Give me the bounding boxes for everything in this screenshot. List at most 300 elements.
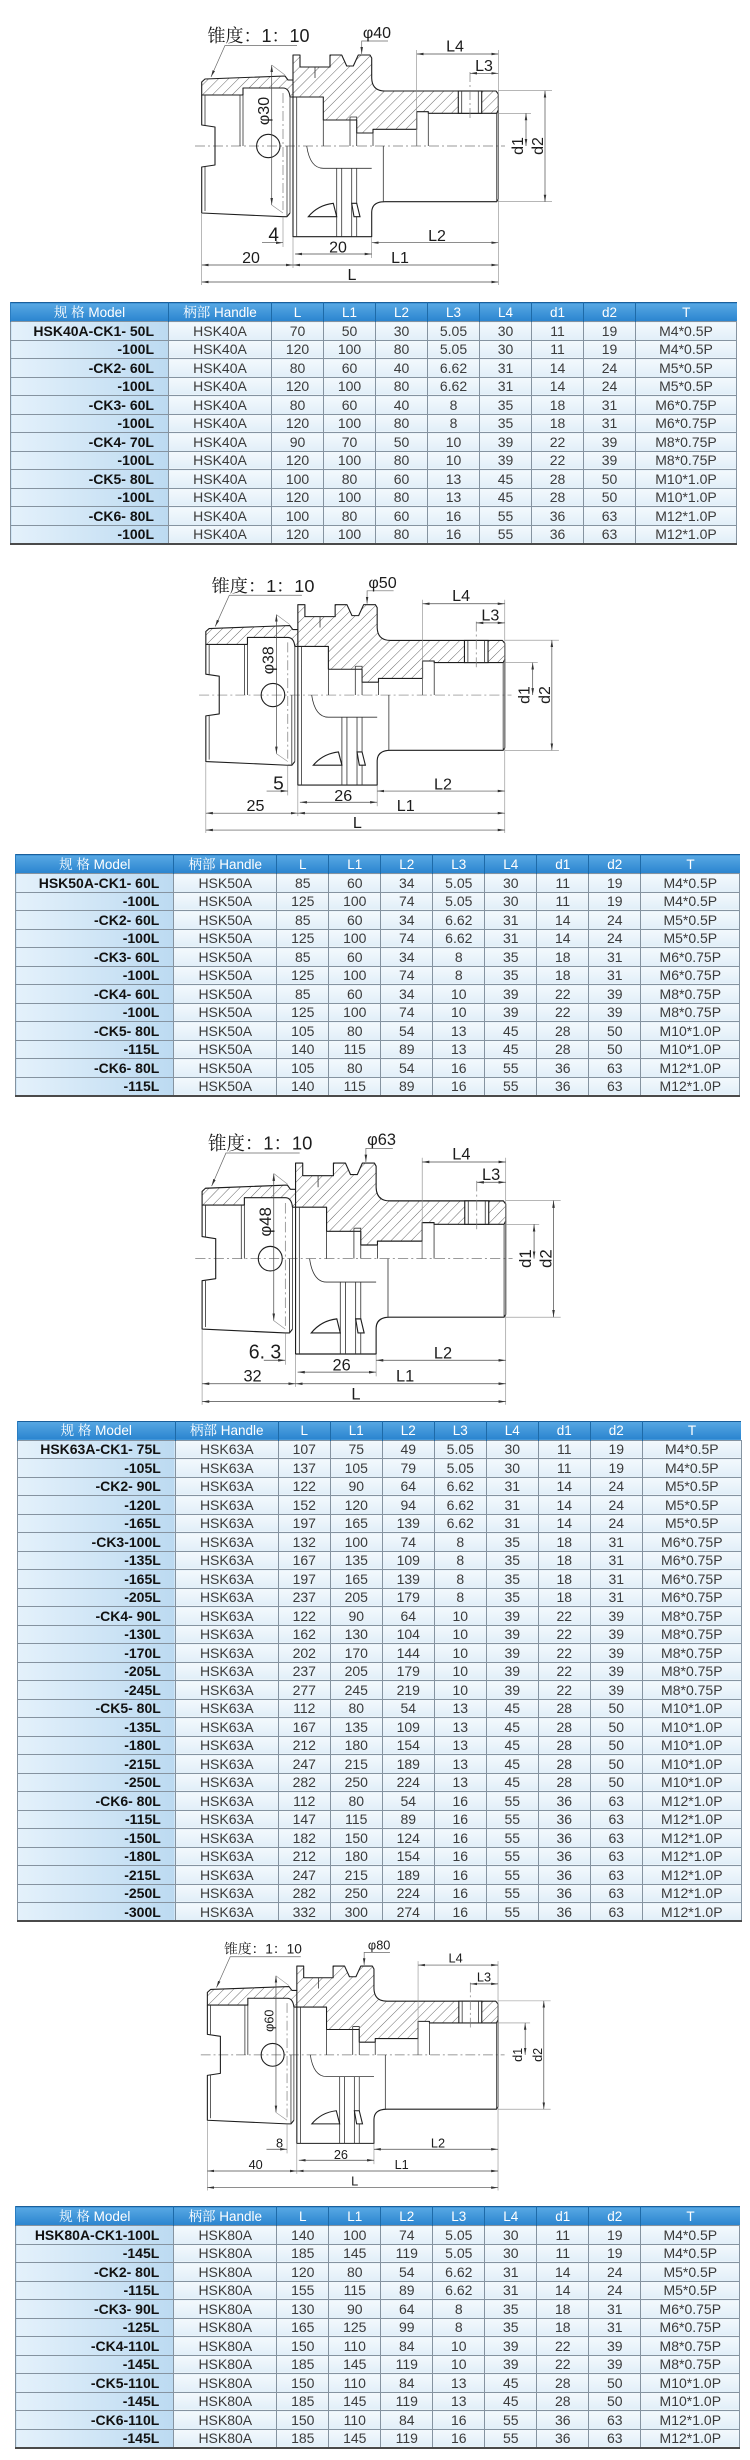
spec-cell: 215	[330, 1866, 382, 1885]
spec-cell: 124	[382, 1829, 434, 1848]
flange-width-label: 26	[334, 2147, 349, 2163]
handle-cell: HSK40A	[169, 525, 272, 544]
taper-length-label: 32	[243, 1366, 262, 1386]
spec-cell: 22	[532, 433, 584, 452]
model-cell: -CK3- 60L	[11, 396, 169, 415]
spec-cell: 282	[278, 1773, 330, 1792]
table-row	[11, 507, 737, 526]
spec-cell: 28	[538, 1755, 590, 1774]
column-header: L2	[382, 1421, 434, 1440]
spec-cell: 80	[272, 359, 324, 378]
l4-label: L4	[446, 38, 464, 56]
tool-holder-section-drawing	[195, 25, 552, 285]
spec-cell: 100	[324, 525, 376, 544]
model-cell: -CK6- 80L	[17, 1792, 175, 1811]
spec-cell: 11	[532, 340, 584, 359]
flange-diameter-label: φ63	[366, 1129, 396, 1150]
column-header: L1	[330, 1421, 382, 1440]
column-header: L	[277, 2207, 329, 2226]
spec-cell: 14	[538, 1496, 590, 1515]
spec-cell: M6*0.75P	[636, 414, 737, 433]
spec-cell: M6*0.75P	[641, 2318, 740, 2337]
spec-cell: M10*1.0P	[641, 1040, 740, 1059]
column-header: d1	[538, 1421, 590, 1440]
spec-cell: M6*0.75P	[642, 1588, 741, 1607]
taper-length-label: 25	[246, 798, 264, 816]
spec-cell: 8	[433, 2300, 485, 2319]
spec-cell: 80	[376, 488, 428, 507]
spec-cell: 11	[537, 2244, 589, 2263]
spec-cell: M4*0.5P	[641, 874, 740, 893]
spec-cell: 60	[329, 985, 381, 1004]
taper-leader	[215, 595, 302, 626]
spec-cell: 75	[330, 1440, 382, 1459]
spec-cell: 125	[329, 2318, 381, 2337]
l1-label: L1	[396, 798, 415, 816]
spec-cell: 16	[434, 1792, 486, 1811]
spec-cell: 155	[277, 2281, 329, 2300]
table-header	[17, 1421, 741, 1440]
spec-cell: 165	[330, 1570, 382, 1589]
handle-cell: HSK50A	[174, 1059, 277, 1078]
spec-cell: 89	[381, 1040, 433, 1059]
spec-cell: 120	[272, 377, 324, 396]
spec-cell: 28	[532, 470, 584, 489]
drive-slot-lines	[311, 695, 377, 785]
handle-cell: HSK80A	[174, 2263, 277, 2282]
spec-cell: 100	[324, 340, 376, 359]
handle-cell: HSK63A	[175, 1755, 278, 1774]
spec-cell: 8	[433, 948, 485, 967]
model-cell: -205L	[17, 1588, 175, 1607]
spec-cell: 14	[532, 377, 584, 396]
column-header: 规 格 Model	[16, 855, 174, 874]
column-header: d2	[589, 855, 641, 874]
spec-cell: 70	[324, 433, 376, 452]
spec-cell: 80	[376, 451, 428, 470]
flange-width-label: 20	[329, 239, 347, 257]
table-row	[17, 1736, 741, 1755]
l2-label: L2	[428, 228, 446, 245]
spec-cell: 50	[376, 433, 428, 452]
spec-cell: 205	[330, 1662, 382, 1681]
spec-cell: 16	[428, 507, 480, 526]
spec-cell: 139	[382, 1570, 434, 1589]
l4-label: L4	[451, 588, 470, 606]
table-row	[17, 1755, 741, 1774]
table-row	[16, 2392, 740, 2411]
flange-dia-leader	[362, 41, 388, 54]
handle-cell: HSK40A	[169, 488, 272, 507]
spec-cell: 5.05	[433, 874, 485, 893]
spec-cell: 182	[278, 1829, 330, 1848]
spec-cell: 119	[381, 2355, 433, 2374]
spec-cell: 39	[486, 1644, 538, 1663]
table-row	[16, 2337, 740, 2356]
model-cell: -CK4-110L	[16, 2337, 174, 2356]
spec-cell: 5.05	[434, 1459, 486, 1478]
table-row	[16, 2411, 740, 2430]
table-row	[17, 1588, 741, 1607]
locking-wedge-right	[355, 2111, 363, 2124]
spec-cell: 30	[485, 874, 537, 893]
spec-cell: 245	[330, 1681, 382, 1700]
spec-cell: 39	[486, 1681, 538, 1700]
model-cell: -CK5- 80L	[17, 1699, 175, 1718]
spec-cell: M12*1.0P	[642, 1903, 741, 1922]
spec-cell: 6.62	[434, 1514, 486, 1533]
spec-cell: 31	[486, 1496, 538, 1515]
column-header: d1	[532, 303, 584, 322]
taper-inner-lines	[205, 1205, 292, 1333]
table-row	[17, 1496, 741, 1515]
column-header: L4	[485, 2207, 537, 2226]
spec-cell: 10	[433, 1003, 485, 1022]
spec-cell: 85	[277, 985, 329, 1004]
spec-cell: 120	[272, 488, 324, 507]
handle-cell: HSK50A	[174, 911, 277, 930]
spec-cell: 6.62	[434, 1496, 486, 1515]
spec-cell: 6.62	[428, 377, 480, 396]
spec-cell: 100	[330, 1533, 382, 1552]
spec-cell: 39	[485, 2337, 537, 2356]
spec-cell: 63	[589, 1059, 641, 1078]
model-cell: -100L	[16, 929, 174, 948]
model-cell: -170L	[17, 1644, 175, 1663]
spec-cell: 18	[537, 2300, 589, 2319]
spec-cell: 10	[428, 451, 480, 470]
model-cell: -CK6-110L	[16, 2411, 174, 2430]
model-cell: -CK2- 60L	[16, 911, 174, 930]
column-header: L	[277, 855, 329, 874]
spec-cell: 45	[485, 2374, 537, 2393]
model-cell: -215L	[17, 1866, 175, 1885]
spec-cell: 28	[538, 1736, 590, 1755]
spec-cell: 5.05	[434, 1440, 486, 1459]
spec-cell: 165	[277, 2318, 329, 2337]
spec-cell: 100	[324, 377, 376, 396]
table-body	[17, 1440, 741, 1921]
locking-wedge-right	[357, 752, 365, 765]
spec-cell: M10*1.0P	[641, 1022, 740, 1041]
spec-cell: 36	[538, 1866, 590, 1885]
spec-cell: 19	[584, 340, 636, 359]
model-cell: -115L	[16, 2281, 174, 2300]
model-cell: -150L	[17, 1829, 175, 1848]
spec-cell: 13	[433, 2392, 485, 2411]
d2-label: d2	[530, 2048, 546, 2063]
spec-cell: 13	[433, 2374, 485, 2393]
taper-inner-lines	[209, 644, 295, 765]
spec-cell: 120	[272, 340, 324, 359]
spec-cell: 34	[381, 948, 433, 967]
spec-cell: 22	[537, 2355, 589, 2374]
spec-cell: 8	[433, 966, 485, 985]
spec-cell: 237	[278, 1588, 330, 1607]
table-row	[17, 1514, 741, 1533]
spec-cell: 45	[480, 488, 532, 507]
flange-dia-leader	[364, 1953, 390, 1966]
spec-cell: 10	[434, 1625, 486, 1644]
spec-cell: 22	[532, 451, 584, 470]
spec-cell: 100	[324, 414, 376, 433]
spec-cell: 63	[590, 1829, 642, 1848]
spec-cell: 50	[589, 1040, 641, 1059]
locking-wedge-left	[312, 2111, 340, 2124]
spec-cell: 150	[277, 2411, 329, 2430]
handle-cell: HSK63A	[175, 1607, 278, 1626]
spec-cell: M8*0.75P	[642, 1644, 741, 1663]
spec-cell: 22	[538, 1644, 590, 1663]
spec-cell: 8	[434, 1588, 486, 1607]
spec-cell: 11	[537, 892, 589, 911]
column-header: L3	[428, 303, 480, 322]
spec-cell: 39	[485, 985, 537, 1004]
spec-cell: M12*1.0P	[642, 1792, 741, 1811]
spec-cell: 11	[537, 2226, 589, 2245]
column-header: d1	[537, 2207, 589, 2226]
spec-cell: 40	[376, 396, 428, 415]
bore-diameter-label: φ30	[256, 96, 273, 126]
spec-cell: 50	[589, 1022, 641, 1041]
table-row	[11, 322, 737, 341]
spec-cell: 30	[486, 1440, 538, 1459]
model-cell: -145L	[16, 2429, 174, 2448]
handle-cell: HSK80A	[174, 2429, 277, 2448]
l-label: L	[350, 1384, 361, 1404]
spec-cell: 18	[538, 1551, 590, 1570]
spec-cell: 50	[589, 2392, 641, 2411]
column-header: T	[642, 1421, 741, 1440]
spec-cell: 6.62	[428, 359, 480, 378]
spec-cell: M12*1.0P	[636, 507, 737, 526]
spec-cell: 80	[330, 1792, 382, 1811]
table-row	[11, 414, 737, 433]
column-header: L2	[376, 303, 428, 322]
model-cell: -205L	[17, 1662, 175, 1681]
column-header: L1	[324, 303, 376, 322]
spec-cell: 55	[486, 1903, 538, 1922]
column-header: 规 格 Model	[17, 1421, 175, 1440]
spec-cell: M4*0.5P	[642, 1440, 741, 1459]
model-cell: -245L	[17, 1681, 175, 1700]
spec-cell: 185	[277, 2392, 329, 2411]
locking-wedge-left	[313, 752, 342, 765]
table-row	[17, 1847, 741, 1866]
table-header	[11, 303, 737, 322]
spec-cell: 16	[428, 525, 480, 544]
table-row	[17, 1792, 741, 1811]
table-row	[17, 1625, 741, 1644]
spec-cell: 22	[537, 2337, 589, 2356]
table-row	[17, 1551, 741, 1570]
spec-cell: 145	[329, 2355, 381, 2374]
spec-cell: 36	[532, 525, 584, 544]
spec-cell: 179	[382, 1588, 434, 1607]
spec-cell: 35	[485, 2300, 537, 2319]
table-row	[11, 396, 737, 415]
spec-cell: 84	[381, 2337, 433, 2356]
taper-ratio-label: 锥度：1：10	[211, 575, 314, 596]
spec-cell: 45	[486, 1718, 538, 1737]
spec-cell: 90	[330, 1607, 382, 1626]
spec-cell: 39	[589, 2337, 641, 2356]
model-cell: -165L	[17, 1570, 175, 1589]
spec-cell: M12*1.0P	[642, 1866, 741, 1885]
drawing-hsk50a	[189, 565, 572, 838]
spec-cell: 18	[537, 966, 589, 985]
spec-cell: 19	[589, 892, 641, 911]
spec-cell: 60	[324, 396, 376, 415]
spec-cell: 84	[381, 2374, 433, 2393]
column-header: d2	[584, 303, 636, 322]
spec-cell: 109	[382, 1718, 434, 1737]
spec-cell: 45	[485, 2392, 537, 2411]
header-row	[11, 303, 737, 322]
spec-cell: M8*0.75P	[636, 433, 737, 452]
handle-cell: HSK63A	[175, 1829, 278, 1848]
spec-cell: 11	[538, 1440, 590, 1459]
spec-cell: 39	[590, 1662, 642, 1681]
spec-cell: M10*1.0P	[641, 2392, 740, 2411]
model-cell: -CK4- 70L	[11, 433, 169, 452]
spec-cell: 49	[382, 1440, 434, 1459]
model-cell: -CK2- 80L	[16, 2263, 174, 2282]
spec-cell: 80	[329, 1022, 381, 1041]
taper-leader	[217, 1957, 301, 1988]
spec-cell: 13	[433, 1040, 485, 1059]
l3-label: L3	[481, 1164, 500, 1184]
spec-cell: 39	[486, 1607, 538, 1626]
spec-cell: 197	[278, 1514, 330, 1533]
locking-wedge-right	[352, 203, 360, 216]
spec-cell: 55	[485, 2429, 537, 2448]
table-row	[16, 2355, 740, 2374]
spec-cell: 14	[538, 1477, 590, 1496]
handle-cell: HSK63A	[175, 1884, 278, 1903]
spec-cell: M5*0.5P	[641, 929, 740, 948]
spec-cell: 35	[486, 1533, 538, 1552]
l3-label: L3	[475, 58, 493, 75]
model-cell: HSK50A-CK1- 60L	[16, 874, 174, 893]
spec-cell: 130	[330, 1625, 382, 1644]
spec-cell: 14	[537, 2281, 589, 2300]
table-row	[11, 451, 737, 470]
spec-cell: 74	[381, 1003, 433, 1022]
handle-cell: HSK40A	[169, 470, 272, 489]
table-row	[16, 2263, 740, 2282]
spec-cell: 63	[590, 1847, 642, 1866]
spec-cell: 197	[278, 1570, 330, 1589]
spec-cell: 147	[278, 1810, 330, 1829]
spec-cell: 120	[272, 525, 324, 544]
spec-cell: 50	[584, 488, 636, 507]
column-header: T	[641, 855, 740, 874]
spec-cell: 60	[324, 359, 376, 378]
bore-diameter-label: φ60	[261, 2009, 277, 2033]
spec-cell: 31	[590, 1588, 642, 1607]
spec-cell: 63	[590, 1792, 642, 1811]
handle-cell: HSK80A	[174, 2355, 277, 2374]
handle-cell: HSK63A	[175, 1459, 278, 1478]
spec-cell: 80	[329, 2263, 381, 2282]
spec-cell: 34	[381, 874, 433, 893]
d1-label: d1	[510, 2048, 526, 2063]
spec-cell: 100	[272, 470, 324, 489]
spec-cell: 22	[538, 1625, 590, 1644]
spec-cell: 39	[486, 1625, 538, 1644]
l4-label: L4	[451, 1144, 471, 1164]
drive-slot-lines	[311, 2055, 375, 2144]
model-cell: -135L	[17, 1551, 175, 1570]
spec-cell: 189	[382, 1755, 434, 1774]
handle-cell: HSK63A	[175, 1736, 278, 1755]
spec-cell: 100	[329, 966, 381, 985]
column-header: d2	[590, 1421, 642, 1440]
spec-cell: 30	[376, 322, 428, 341]
model-cell: -CK6- 80L	[16, 1059, 174, 1078]
spec-cell: 79	[382, 1459, 434, 1478]
spec-cell: 80	[272, 396, 324, 415]
spec-cell: 150	[330, 1829, 382, 1848]
spec-cell: M12*1.0P	[636, 525, 737, 544]
spec-cell: 212	[278, 1736, 330, 1755]
l-label: L	[351, 2174, 359, 2190]
flange-diameter-label: φ50	[367, 574, 397, 592]
spec-cell: 5.05	[433, 2244, 485, 2263]
spec-cell: 89	[382, 1810, 434, 1829]
spec-cell: 63	[590, 1866, 642, 1885]
handle-cell: HSK63A	[175, 1662, 278, 1681]
spec-cell: 140	[277, 2226, 329, 2245]
spec-cell: 50	[590, 1755, 642, 1774]
table-header	[16, 855, 740, 874]
spec-cell: 119	[381, 2244, 433, 2263]
spec-cell: 63	[584, 507, 636, 526]
spec-cell: 55	[485, 1059, 537, 1078]
spec-cell: 110	[329, 2374, 381, 2393]
model-cell: -215L	[17, 1755, 175, 1774]
spec-cell: 63	[590, 1810, 642, 1829]
spec-cell: M8*0.75P	[641, 1003, 740, 1022]
handle-cell: HSK50A	[174, 948, 277, 967]
spec-cell: 144	[382, 1644, 434, 1663]
header-row	[16, 855, 740, 874]
spec-cell: 179	[382, 1662, 434, 1681]
spec-cell: 282	[278, 1884, 330, 1903]
spec-cell: 35	[480, 414, 532, 433]
column-header: L2	[381, 2207, 433, 2226]
handle-cell: HSK80A	[174, 2281, 277, 2300]
spec-cell: 24	[589, 2281, 641, 2300]
handle-cell: HSK50A	[174, 892, 277, 911]
column-header: d1	[537, 855, 589, 874]
spec-cell: 31	[590, 1551, 642, 1570]
taper-leader	[211, 46, 297, 78]
spec-cell: 24	[590, 1496, 642, 1515]
taper-profile	[202, 95, 290, 217]
model-cell: HSK80A-CK1-100L	[16, 2226, 174, 2245]
spec-cell: 22	[538, 1607, 590, 1626]
spec-cell: 64	[381, 2300, 433, 2319]
spec-cell: 35	[485, 2318, 537, 2337]
spec-cell: 16	[433, 1059, 485, 1078]
model-cell: -115L	[16, 1040, 174, 1059]
spec-cell: M4*0.5P	[642, 1459, 741, 1478]
spec-cell: 36	[538, 1884, 590, 1903]
spec-cell: 125	[277, 1003, 329, 1022]
spec-cell: 132	[278, 1533, 330, 1552]
